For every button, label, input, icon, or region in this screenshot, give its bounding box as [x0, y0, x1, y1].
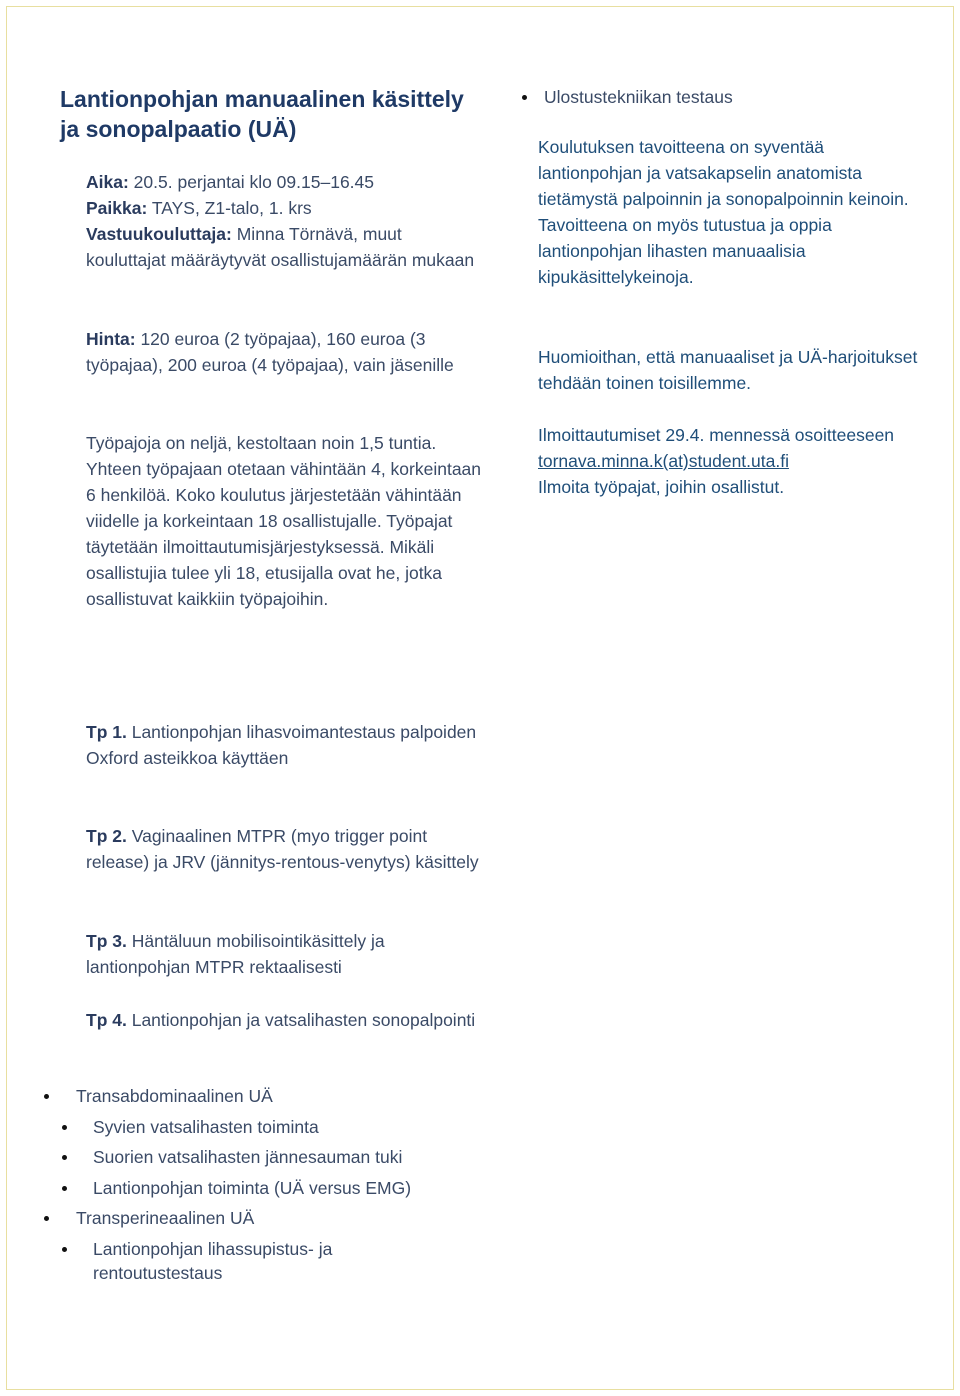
list-item — [0, 1084, 500, 1108]
list-item — [0, 1115, 500, 1139]
list-item-text: Suorien vatsalihasten jännesauman tuki — [93, 1147, 403, 1167]
workshop-label: Tp 4. — [86, 1010, 127, 1030]
list-item-text: Transabdominaalinen UÄ — [76, 1086, 273, 1106]
bullet-icon — [44, 1094, 49, 1099]
time-value: 20.5. perjantai klo 09.15–16.45 — [133, 172, 374, 192]
trainer-value: Minna Törnävä, muut kouluttajat määräytyvät osallistujamäärän mukaan — [86, 224, 475, 270]
list-item-text: Ulostustekniikan testaus — [544, 87, 733, 107]
bullet-icon — [62, 1125, 67, 1130]
workshop-label: Tp 3. — [86, 931, 127, 951]
list-item — [0, 1206, 500, 1230]
workshop-description: Työpajoja on neljä, kestoltaan noin 1,5 tuntia. Yhteen työpajaan otetaan vähintään 4, korkeintaan 6 henkilöä. Koko koulutus järjestetään vähintään viidelle ja korkeintaan 18 osallistujalle. Työpajat täytetään ilmoittautumisjärjestyksessä. Mikäli osallistujia tulee yli 18, etusijalla ovat he, jotka osallistuvat kaikkiin työpajoihin. — [86, 433, 482, 609]
list-item-text: Transperineaalinen UÄ — [76, 1208, 255, 1228]
right-column — [500, 0, 960, 1396]
trainer-line — [86, 221, 486, 273]
event-info — [86, 169, 486, 273]
list-item-text: Lantionpohjan toiminta (UÄ versus EMG) — [93, 1177, 412, 1198]
ultrasound-list — [0, 1084, 500, 1291]
bullet-icon — [62, 1186, 67, 1191]
bullet-icon — [62, 1155, 67, 1160]
place-value: TAYS, Z1-talo, 1. krs — [151, 198, 312, 218]
signup-text: Ilmoittautumiset 29.4. mennessä osoitteeseen — [538, 425, 895, 445]
price-value: 120 euroa (2 työpajaa), 160 euroa (3 työpajaa), 200 euroa (4 työpajaa), vain jäsenille — [86, 329, 454, 375]
practice-note: Huomioithan, että manuaaliset ja UÄ-harjoitukset tehdään toinen toisillemme. — [538, 347, 918, 393]
workshop-text: Vaginaalinen MTPR (myo trigger point release) ja JRV (jännitys-rentous-venytys) käsittely — [86, 826, 479, 872]
workshop-label: Tp 2. — [86, 826, 127, 846]
list-item — [0, 1145, 500, 1169]
bullet-icon — [44, 1216, 49, 1221]
list-item-text: Syvien vatsalihasten toiminta — [93, 1116, 319, 1137]
trainer-label: Vastuukouluttaja: — [86, 224, 232, 244]
workshop-4 — [86, 1007, 486, 1033]
place-line — [86, 195, 486, 221]
price-info — [86, 326, 486, 378]
bullet-icon — [62, 1247, 67, 1252]
page-title: Lantionpohjan manuaalinen käsittely ja sonopalpaatio (UÄ) — [60, 86, 464, 142]
time-label: Aika: — [86, 172, 129, 192]
workshop-text: Lantionpohjan lihasvoimantestaus palpoiden Oxford asteikkoa käyttäen — [86, 722, 477, 768]
workshop-text: Lantionpohjan ja vatsalihasten sonopalpointi — [131, 1010, 476, 1030]
course-goal: Koulutuksen tavoitteena on syventää lantionpohjan ja vatsakapselin anatomista tietämystä palpoinnin ja sonopalpoinnin keinoin. Tavoitteena on myös tutustua ja oppia lantionpohjan lihasten manuaalisia kipukäsittelykeinoja. — [538, 137, 909, 287]
workshop-label: Tp 1. — [86, 722, 127, 742]
workshop-3 — [86, 928, 486, 980]
list-item-text: Lantionpohjan lihassupistus- ja rentoutustestaus — [93, 1238, 333, 1283]
signup-email-link[interactable]: tornava.minna.k(at)student.uta.fi — [538, 451, 789, 471]
list-item — [0, 1237, 393, 1285]
workshop-1 — [86, 719, 486, 771]
list-item — [510, 85, 733, 109]
signup-info — [538, 422, 918, 500]
bullet-icon — [522, 95, 527, 100]
workshop-text: Häntäluun mobilisointikäsittely ja lantionpohjan MTPR rektaalisesti — [86, 931, 385, 977]
signup-note: Ilmoita työpajat, joihin osallistut. — [538, 477, 785, 497]
place-label: Paikka: — [86, 198, 148, 218]
price-label: Hinta: — [86, 329, 136, 349]
workshop-2 — [86, 823, 486, 875]
time-line — [86, 169, 486, 195]
list-item — [0, 1176, 500, 1200]
